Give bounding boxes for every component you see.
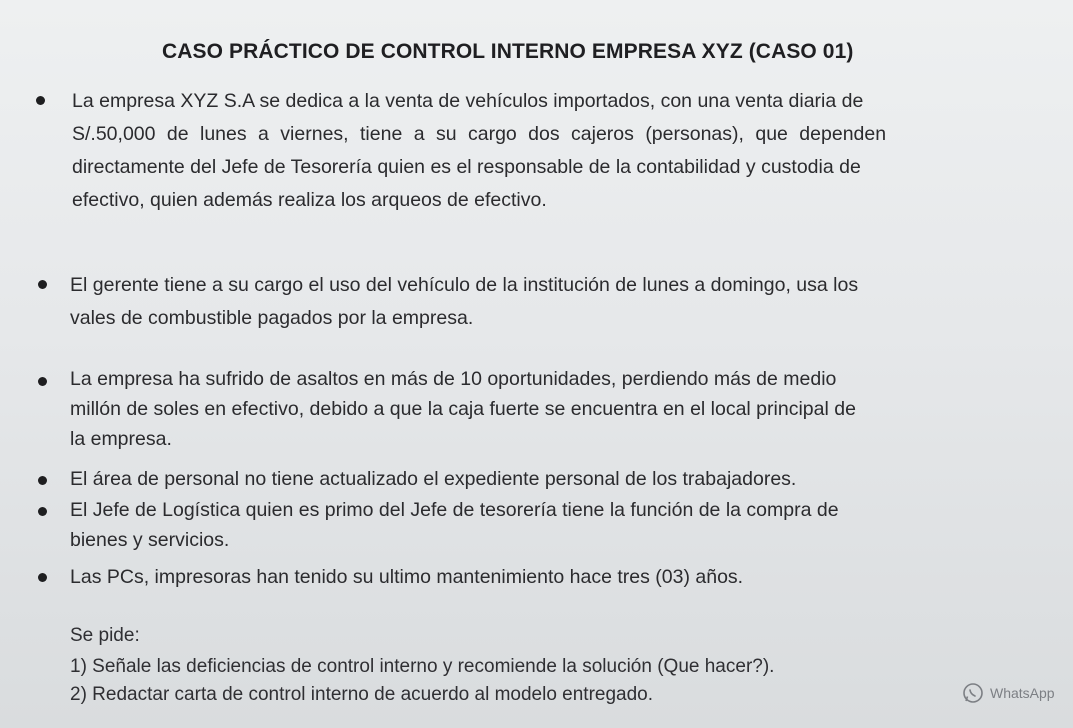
paragraph-line: La empresa ha sufrido de asaltos en más de 10 oportunidades, perdiendo más de medio	[70, 368, 837, 390]
whatsapp-watermark	[962, 682, 1055, 704]
bullet-dot	[38, 280, 47, 289]
requirement-item-2: 2) Redactar carta de control interno de acuerdo al modelo entregado.	[70, 684, 654, 705]
bullet-dot	[38, 377, 47, 386]
paragraph-line: El gerente tiene a su cargo el uso del vehículo de la institución de lunes a domingo, usa los	[70, 274, 859, 296]
paragraph-line: millón de soles en efectivo, debido a que la caja fuerte se encuentra en el local principal de	[70, 398, 856, 420]
bullet-dot	[38, 476, 47, 485]
whatsapp-icon	[962, 682, 984, 704]
paragraph-line: directamente del Jefe de Tesorería quien es el responsable de la contabilidad y custodia de	[72, 156, 861, 178]
paragraph-line: S/.50,000 de lunes a viernes, tiene a su cargo dos cajeros (personas), que dependen	[72, 123, 887, 145]
bullet-paragraph-3	[70, 364, 1000, 454]
document-title: CASO PRÁCTICO DE CONTROL INTERNO EMPRESA XYZ (CASO 01)	[162, 40, 854, 63]
paragraph-line: La empresa XYZ S.A se dedica a la venta de vehículos importados, con una venta diaria de	[72, 90, 864, 112]
paragraph-line: la empresa.	[70, 428, 172, 450]
paragraph-line: El área de personal no tiene actualizado el expediente personal de los trabajadores.	[70, 468, 797, 490]
paragraph-line: efectivo, quien además realiza los arqueos de efectivo.	[72, 189, 547, 211]
paragraph-line: Las PCs, impresoras han tenido su ultimo mantenimiento hace tres (03) años.	[70, 566, 744, 588]
paragraph-line: bienes y servicios.	[70, 529, 230, 551]
requirement-item-1: 1) Señale las deficiencias de control interno y recomiende la solución (Que hacer?).	[70, 656, 775, 677]
bullet-dot	[38, 573, 47, 582]
bullet-paragraph-2	[70, 269, 1000, 335]
bullet-paragraph-5	[70, 495, 1000, 555]
bullet-paragraph-1	[72, 85, 1007, 217]
bullet-paragraph-4	[70, 464, 1000, 494]
requirements-heading: Se pide:	[70, 625, 140, 646]
whatsapp-label: WhatsApp	[990, 685, 1055, 701]
bullet-dot	[36, 96, 45, 105]
bullet-dot	[38, 507, 47, 516]
bullet-paragraph-6	[70, 562, 1000, 592]
paragraph-line: vales de combustible pagados por la empresa.	[70, 307, 474, 329]
paragraph-line: El Jefe de Logística quien es primo del Jefe de tesorería tiene la función de la compra de	[70, 499, 839, 521]
